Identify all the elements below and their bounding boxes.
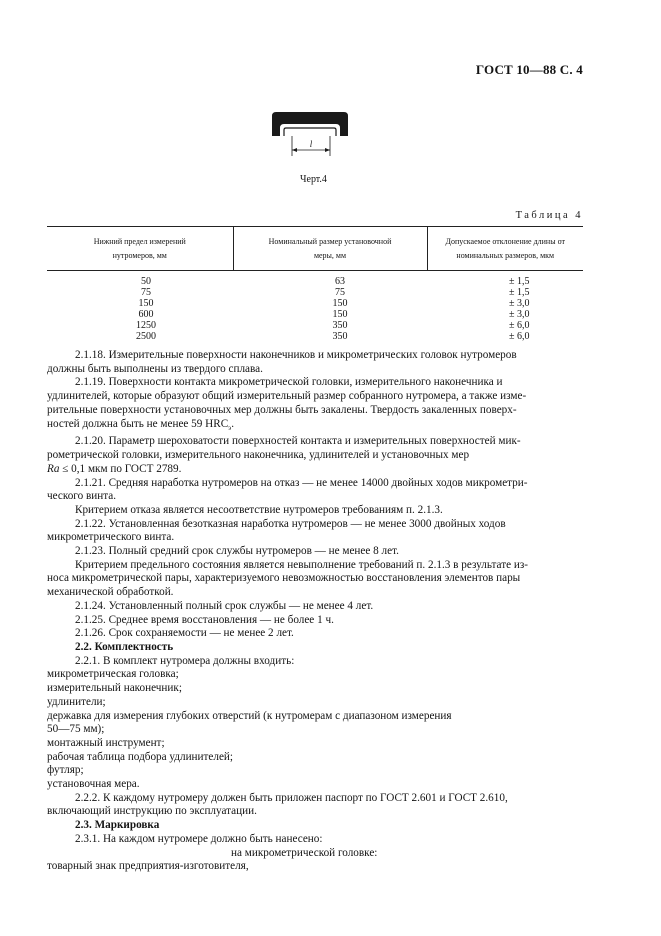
list-item: футляр;: [47, 764, 84, 777]
paragraph-2-1-23: 2.1.23. Полный средний срок службы нутромеров — не менее 8 лет. Критерием предельного состояния является невыполнение требований п. 2.1.3 в результате из- носа микрометрической пары, характеризуемого невозможностью восстановления элементов пары механической обработкой.: [47, 545, 528, 599]
gauge-block-drawing: [268, 110, 358, 160]
page-header: ГОСТ 10—88 С. 4: [475, 62, 583, 77]
paragraph-2-1-24: 2.1.24. Установленный полный срок службы — не менее 4 лет.: [75, 599, 374, 612]
paragraph-2-2-2: 2.2.2. К каждому нутромеру должен быть приложен паспорт по ГОСТ 2.601 и ГОСТ 2.610, включающий инструкцию по эксплуатации.: [47, 791, 508, 818]
table-row: 75 75 ± 1,5: [141, 287, 530, 298]
list-item: установочная мера.: [47, 778, 140, 791]
list-item: удлинители;: [47, 695, 106, 708]
list-item: рабочая таблица подбора удлинителей;: [47, 750, 234, 763]
paragraph-2-1-21: 2.1.21. Средняя наработка нутромеров на отказ — не менее 14000 двойных ходов микрометри- ческого винта. Критерием отказа является несоответствие нутромеров требованиям п. 2.1.3.: [47, 476, 528, 516]
kit-list: [47, 668, 583, 791]
tolerance-table: [47, 226, 583, 342]
paragraph-2-1-25: 2.1.25. Среднее время восстановления — не более 1 ч.: [75, 613, 334, 626]
paragraph-2-1-20: 2.1.20. Параметр шероховатости поверхностей контакта и измерительных поверхностей мик- рометрической головки, измерительного наконечника, удлинителей и установочных мер Ra ≤ 0,1 мкм по ГОСТ 2789.: [47, 435, 521, 475]
table-row: 1250 350 ± 6,0: [136, 320, 530, 331]
list-item: измерительный наконечник;: [47, 682, 182, 695]
paragraph-2-1-18: 2.1.18. Измерительные поверхности наконечников и микрометрических головок нутромеров должны быть выполнены из твердого сплава.: [47, 349, 517, 375]
body-text: [47, 349, 583, 874]
table-label: Таблица 4: [515, 210, 583, 221]
section-heading-2-3: 2.3. Маркировка: [75, 819, 160, 832]
dimension-label: l: [309, 139, 313, 149]
paragraph-2-2-1: 2.2.1. В комплект нутромера должны входить:: [75, 654, 295, 667]
column-header-nominal-size: Номинальный размер установочной меры, мм: [233, 227, 427, 271]
table-row: 2500 350 ± 6,0: [136, 331, 530, 342]
paragraph-2-1-22: 2.1.22. Установленная безотказная наработка нутромеров — не менее 3000 двойных ходов микрометрического винта.: [47, 517, 506, 544]
paragraph-2-3-1: 2.3.1. На каждом нутромере должно быть нанесено: на микрометрической головке: товарный знак предприятия-изготовителя,: [47, 832, 378, 873]
paragraph-2-1-26: 2.1.26. Срок сохраняемости — не менее 2 лет.: [75, 627, 294, 640]
list-item: 50—75 мм);: [47, 723, 105, 736]
table-row: 600 150 ± 3,0: [138, 309, 530, 320]
table-row: 150 150 ± 3,0: [138, 298, 530, 309]
section-heading-2-2: 2.2. Комплектность: [75, 641, 174, 653]
table-row: 50 63 ± 1,5: [141, 276, 530, 287]
column-header-tolerance: Допускаемое отклонение длины от номинальных размеров, мкм: [427, 227, 583, 271]
column-header-lower-limit: Нижний предел измерений нутромеров, мм: [47, 227, 233, 271]
figure-caption: Черт.4: [300, 174, 327, 185]
list-item: микрометрическая головка;: [47, 668, 179, 681]
list-item: державка для измерения глубоких отверстий (к нутромерам с диапазоном измерения: [47, 709, 452, 722]
paragraph-2-1-19: 2.1.19. Поверхности контакта микрометрической головки, измерительного наконечника и удлинителей, которые образуют общий измерительный размер собранного нутромера, а также изме- рительные поверхности установочных мер должны быть закалены. Твердость закаленных поверх- ностей должна быть не менее 59 $HRC_э$.: [47, 376, 527, 432]
list-item: монтажный инструмент;: [47, 736, 165, 749]
